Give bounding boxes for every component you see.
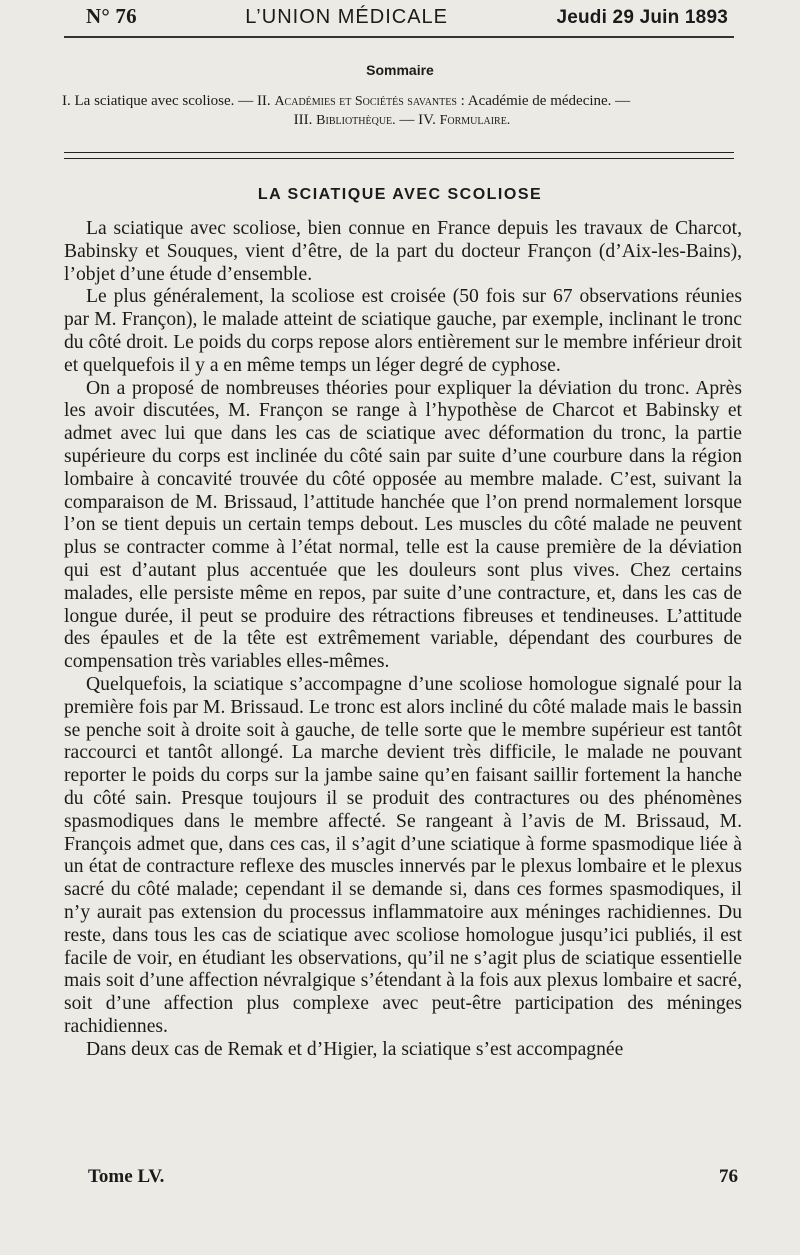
section-divider — [64, 152, 734, 159]
paragraph: Quelquefois, la sciatique s’accompagne d’une scoliose homologue signalé pour la première fois par M. Brissaud. Le tronc est alors incliné du côté malade mais le bassin se penche soit à droite soit à gauche, de telle sorte que le membre supérieur est tantôt raccourci et tantôt allongé. La marche devient très difficile, le malade ne pouvant reporter le poids du corps sur la jambe saine qu’en faisant saillir fortement la hanche du côté sain. Presque toujours il se produit des contractures ou des phénomènes spasmodiques dans le membre affecté. Se rangeant à l’avis de M. Brissaud, M. François admet que, dans ces cas, il s’agit d’une sciatique à forme spasmodique liée à un état de contracture reflexe des muscles innervés par le plexus lombaire et le plexus sacré du côté malade; cependant il se demande si, dans ces formes spasmodiques, il n’y aurait pas extension du processus inflammatoire aux méninges rachidiennes. Du reste, dans tous les cas de sciatique avec scoliose homologue jusqu’ici publiés, il est facile de voir, en étudiant les observations, qu’il ne s’agit plus de sciatique essentielle mais soit d’une affection névralgique s’étendant à la fois aux plexus lombaire et sacré, soit d’une affection plus complexe avec peut-être participation des méninges rachidiennes. — [64, 673, 742, 1037]
sommaire-line-1: I. La sciatique avec scoliose. — II. Académies et Sociétés savantes : Académie de médecine. — — [62, 93, 631, 109]
paragraph: Dans deux cas de Remak et d’Higier, la sciatique s’est accompagnée — [86, 1038, 624, 1060]
sommaire-item-1: I. La sciatique avec scoliose. — [62, 93, 235, 109]
article-body — [64, 218, 742, 1061]
sommaire-item-2-label: Académies et Sociétés savantes — [274, 94, 457, 109]
paragraph: Le plus généralement, la scoliose est croisée (50 fois sur 67 observations réunies par M. Françon), le malade atteint de sciatique gauche, par exemple, inclinant le tronc du côté droit. Le poids du corps repose alors entièrement sur le membre inférieur droit et quelquefois il y a en même temps un léger degré de cyphose. — [64, 286, 742, 376]
page-footer — [88, 1166, 738, 1188]
sommaire-item-2-rest: : Académie de médecine. — — [456, 93, 631, 109]
sommaire-title: Sommaire — [366, 62, 434, 78]
paragraph: La sciatique avec scoliose, bien connue en France depuis les travaux de Charcot, Babinsky et Souques, vient d’être, de la part du docteur Françon (d’Aix-les-Bains), l’objet d’une étude d’ensemble. — [64, 218, 742, 285]
journal-title: L’UNION MÉDICALE — [245, 6, 448, 28]
page-number: 76 — [719, 1166, 738, 1187]
header-rule — [64, 36, 734, 38]
issue-number: N° 76 — [86, 4, 137, 28]
sommaire-item-3: Bibliothèque. — [316, 113, 396, 128]
volume-label: Tome LV. — [88, 1166, 165, 1187]
issue-date: Jeudi 29 Juin 1893 — [556, 7, 728, 28]
running-head — [86, 4, 728, 34]
sommaire-item-4: Formulaire. — [439, 113, 511, 128]
article-title: LA SCIATIQUE AVEC SCOLIOSE — [257, 186, 543, 203]
sommaire-contents — [62, 92, 742, 130]
sommaire-line-2: III. Bibliothèque. — IV. Formulaire. — [293, 112, 511, 128]
paragraph: On a proposé de nombreuses théories pour expliquer la déviation du tronc. Après les avoir discutées, M. Françon se range à l’hypothèse de Charcot et Babinsky et admet avec lui que dans les cas de sciatique avec déformation du tronc, la partie supérieure du corps est inclinée du côté sain par suite d’une courbure dans la région lombaire à concavité trouvée du côté opposée au membre malade. C’est, suivant la comparaison de M. Brissaud, l’attitude hanchée que l’on prend normalement lorsque l’on se tient depuis un certain temps debout. Les muscles du côté malade ne peuvent plus se contracter comme à l’état normal, telle est la cause première de la déviation qui est d’autant plus accentuée que les douleurs sont plus vives. Chez certains malades, elle persiste même en repos, par suite d’une contracture, et, dans les cas de longue durée, il peut se produire des rétractions fibreuses et tendineuses. L’attitude des épaules et de la tête est extrêmement variable, dépendant des courbures de compensation très variables elles-mêmes. — [64, 377, 742, 673]
